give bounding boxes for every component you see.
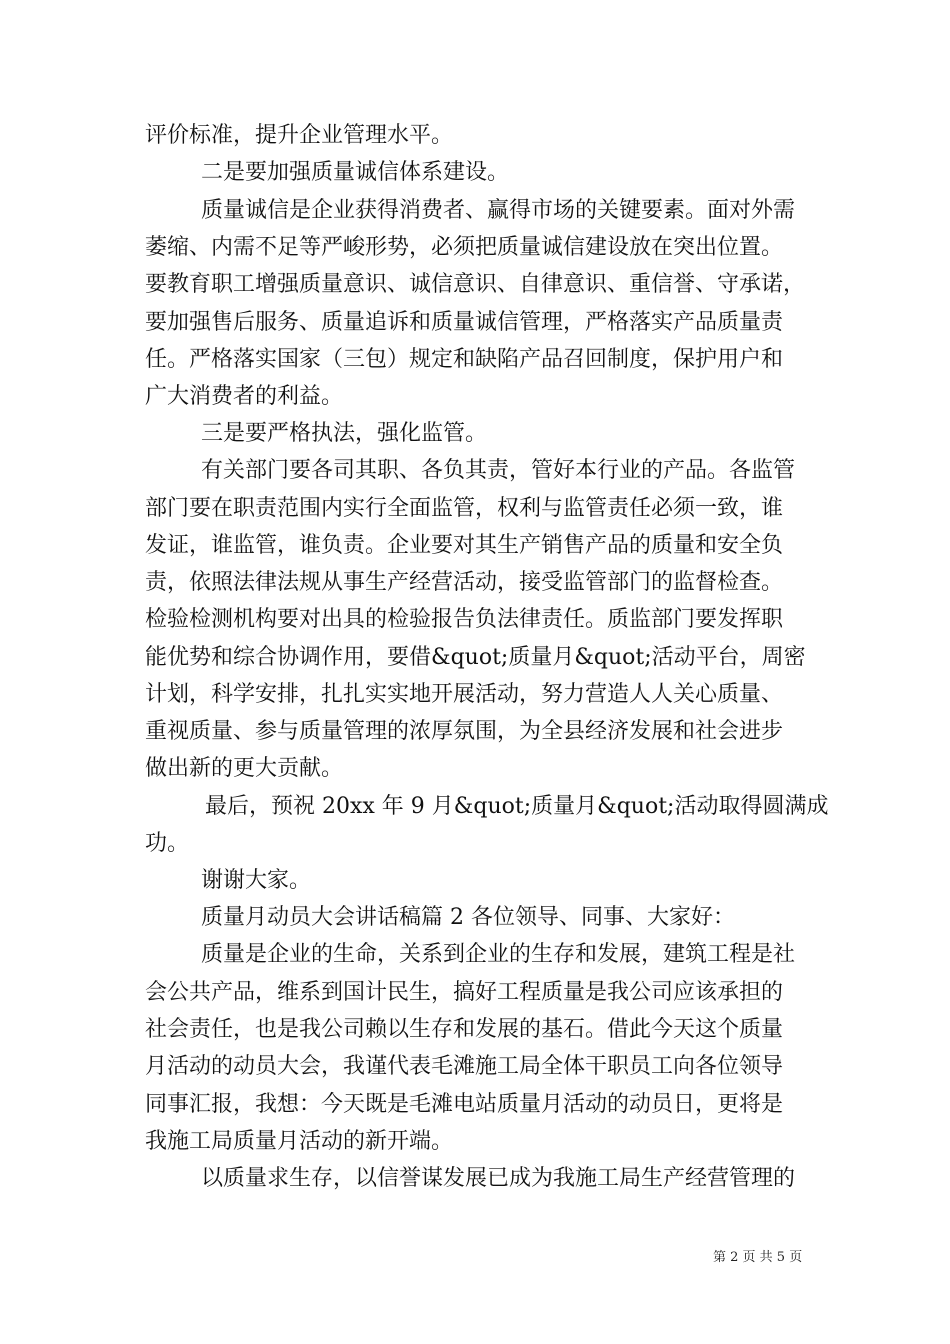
heading-line: 二是要加强质量诚信体系建设。 [201,160,510,185]
heading-line: 三是要严格执法，强化监管。 [201,421,488,446]
text-line: 会公共产品，维系到国计民生，搞好工程质量是我公司应该承担的 [145,980,784,1005]
text-line: 重视质量、参与质量管理的浓厚氛围，为全县经济发展和社会进步 [145,719,784,744]
text-line: 萎缩、内需不足等严峻形势，必须把质量诚信建设放在突出位置。 [145,235,784,260]
text-line: 任。严格落实国家（三包）规定和缺陷产品召回制度，保护用户和 [145,347,784,372]
text-line: 广大消费者的利益。 [145,384,344,409]
section-title: 质量月动员大会讲话稿篇 2 各位领导、同事、大家好： [201,905,735,930]
text-line: 质量诚信是企业获得消费者、赢得市场的关键要素。面对外需 [201,198,796,223]
text-line: 部门要在职责范围内实行全面监管，权利与监管责任必须一致，谁 [145,496,784,521]
text-line: 同事汇报，我想：今天既是毛滩电站质量月活动的动员日，更将是 [145,1092,784,1117]
text-line: 谢谢大家。 [201,868,312,893]
text-line: 责，依照法律法规从事生产经营活动，接受监管部门的监督检查。 [145,570,784,595]
text-line: 要教育职工增强质量意识、诚信意识、自律意识、重信誉、守承诺， [145,272,806,297]
text-line: 要加强售后服务、质量追诉和质量诚信管理，严格落实产品质量责 [145,310,784,335]
page-number: 第 2 页 共 5 页 [713,1250,803,1265]
text-line: 最后，预祝 20xx 年 9 月&quot;质量月&quot;活动取得圆满成 [205,794,829,819]
text-line: 以质量求生存，以信誉谋发展已成为我施工局生产经营管理的 [201,1166,796,1191]
text-line: 做出新的更大贡献。 [145,756,344,781]
text-line: 社会责任，也是我公司赖以生存和发展的基石。借此今天这个质量 [145,1017,784,1042]
text-line: 计划，科学安排，扎扎实实地开展活动，努力营造人人关心质量、 [145,682,784,707]
text-line: 月活动的动员大会，我谨代表毛滩施工局全体干职员工向各位领导 [145,1054,784,1079]
text-line: 评价标准，提升企业管理水平。 [145,123,454,148]
text-line: 质量是企业的生命，关系到企业的生存和发展，建筑工程是社 [201,942,796,967]
text-line: 我施工局质量月活动的新开端。 [145,1129,454,1154]
text-line: 能优势和综合协调作用，要借&quot;质量月&quot;活动平台，周密 [145,645,806,670]
text-line: 功。 [145,831,190,856]
text-line: 检验检测机构要对出具的检验报告负法律责任。质监部门要发挥职 [145,607,784,632]
text-line: 发证，谁监管，谁负责。企业要对其生产销售产品的质量和安全负 [145,533,784,558]
text-line: 有关部门要各司其职、各负其责，管好本行业的产品。各监管 [201,458,796,483]
